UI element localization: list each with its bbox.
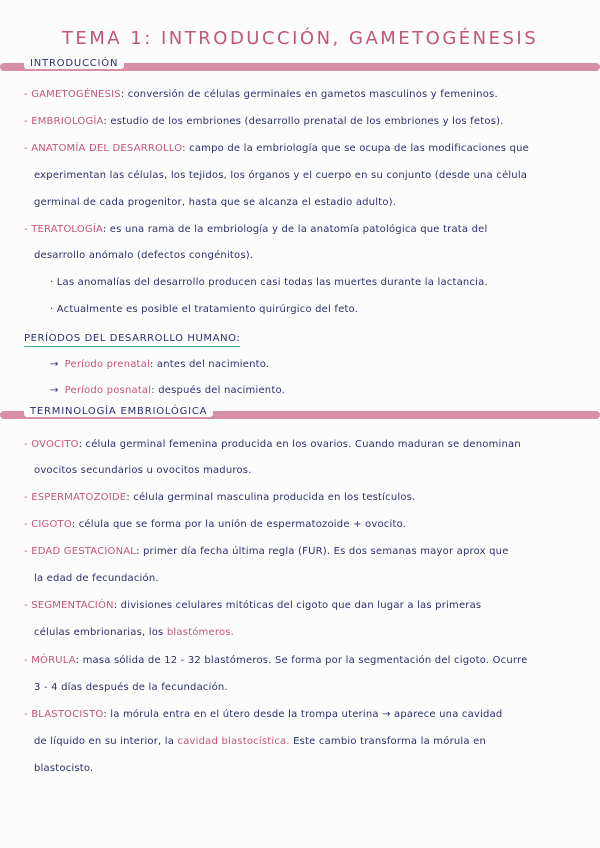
dash-bullet: - [24, 546, 32, 557]
term-label: EMBRIOLOGÍA [31, 116, 104, 127]
page-title: TEMA 1: INTRODUCCIÓN, GAMETOGÉNESIS [61, 28, 539, 49]
definition-text: Este cambio transforma la mórula en [293, 736, 486, 747]
definition-text: : la mórula entra en el útero desde la trompa uterina → aparece una cavidad [103, 709, 503, 720]
term-label: MÓRULA [31, 655, 76, 666]
dash-bullet: - [24, 492, 32, 503]
definition-text: : es una rama de la embriología y de la anatomía patológica que trata del [102, 224, 488, 235]
definition-text: : antes del nacimiento. [149, 359, 270, 370]
definition-text: : divisiones celulares mitóticas del cigoto que dan lugar a las primeras [113, 600, 482, 611]
dash-bullet: - [24, 519, 32, 530]
sub-point: · Las anomalías del desarrollo producen casi todas las muertes durante la lactancia. [50, 277, 488, 288]
section-bar-terminology [0, 408, 600, 422]
dash-bullet: - [24, 116, 32, 127]
definition-blastocisto [24, 708, 584, 722]
period-prenatal [50, 358, 600, 372]
term-label: Período prenatal [64, 359, 150, 370]
definition-espermatozoide [24, 491, 584, 505]
definition-continuation: germinal de cada progenitor, hasta que se alcanza el estadio adulto). [34, 197, 397, 208]
definition-ovocito [24, 438, 584, 452]
term-label: BLASTOCISTO [31, 709, 104, 720]
definition-text: : masa sólida de 12 - 32 blastómeros. Se forma por la segmentación del cigoto. Ocurre [75, 655, 528, 666]
dash-bullet: - [24, 655, 32, 666]
dash-bullet: - [24, 709, 32, 720]
term-label: EDAD GESTACIONAL [31, 546, 137, 557]
definition-teratologia [24, 223, 584, 237]
dash-bullet: - [24, 89, 32, 100]
definition-continuation: blastocisto. [34, 763, 94, 774]
definition-text: : conversión de células germinales en gametos masculinos y femeninos. [120, 89, 498, 100]
definition-text: : célula que se forma por la unión de espermatozoide + ovocito. [71, 519, 407, 530]
term-label: ANATOMÍA DEL DESARROLLO [31, 143, 183, 154]
definition-continuation: 3 - 4 días después de la fecundación. [34, 682, 228, 693]
definition-cigoto [24, 518, 584, 532]
definition-text: : primer día fecha última regla (FUR). Es dos semanas mayor aprox que [136, 546, 509, 557]
section-heading-intro: INTRODUCCIÓN [24, 58, 124, 69]
dash-bullet: - [24, 224, 32, 235]
definition-gametogenesis [24, 88, 584, 102]
definition-text: : campo de la embriología que se ocupa de las modificaciones que [182, 143, 530, 154]
arrow-icon: → [50, 385, 59, 396]
definition-segmentacion [24, 599, 584, 613]
definition-anatomia [24, 142, 584, 156]
term-label: SEGMENTACIÓN [31, 600, 114, 611]
dash-bullet: - [24, 600, 32, 611]
definition-text: : estudio de los embriones (desarrollo prenatal de los embriones y los fetos). [103, 116, 504, 127]
term-label: ESPERMATOZOIDE [31, 492, 127, 503]
dash-bullet: - [24, 143, 32, 154]
term-highlight: cavidad blastocística. [177, 736, 290, 747]
periods-heading: PERÍODOS DEL DESARROLLO HUMANO: [24, 333, 240, 347]
definition-text: : después del nacimiento. [151, 385, 285, 396]
definition-text: : célula germinal masculina producida en los testículos. [126, 492, 416, 503]
dash-bullet: - [24, 439, 32, 450]
term-label: CIGOTO [31, 519, 72, 530]
definition-continuation: ovocitos secundarios u ovocitos maduros. [34, 465, 252, 476]
definition-continuation [34, 735, 594, 749]
definition-continuation: la edad de fecundación. [34, 573, 159, 584]
term-label: GAMETOGÉNESIS [31, 89, 121, 100]
definition-continuation [34, 626, 594, 640]
term-label: Período posnatal [64, 385, 152, 396]
arrow-icon: → [50, 359, 59, 370]
definition-continuation: desarrollo anómalo (defectos congénitos). [34, 250, 254, 261]
definition-text: : célula germinal femenina producida en los ovarios. Cuando maduran se denominan [78, 439, 521, 450]
section-heading-terminology: TERMINOLOGÍA EMBRIOLÓGICA [24, 406, 213, 417]
term-label: TERATOLOGÍA [31, 224, 103, 235]
period-postnatal [50, 384, 600, 398]
term-highlight: blastómeros. [166, 627, 235, 638]
definition-continuation: experimentan las células, los tejidos, los órganos y el cuerpo en su conjunto (desde una célula [34, 170, 528, 181]
definition-text: células embrionarias, los [34, 627, 164, 638]
definition-morula [24, 654, 584, 668]
definition-edad-gestacional [24, 545, 584, 559]
definition-embriologia [24, 115, 584, 129]
term-label: OVOCITO [31, 439, 79, 450]
section-bar-intro [0, 60, 600, 74]
definition-text: de líquido en su interior, la [34, 736, 175, 747]
sub-point: · Actualmente es posible el tratamiento quirúrgico del feto. [50, 304, 359, 315]
